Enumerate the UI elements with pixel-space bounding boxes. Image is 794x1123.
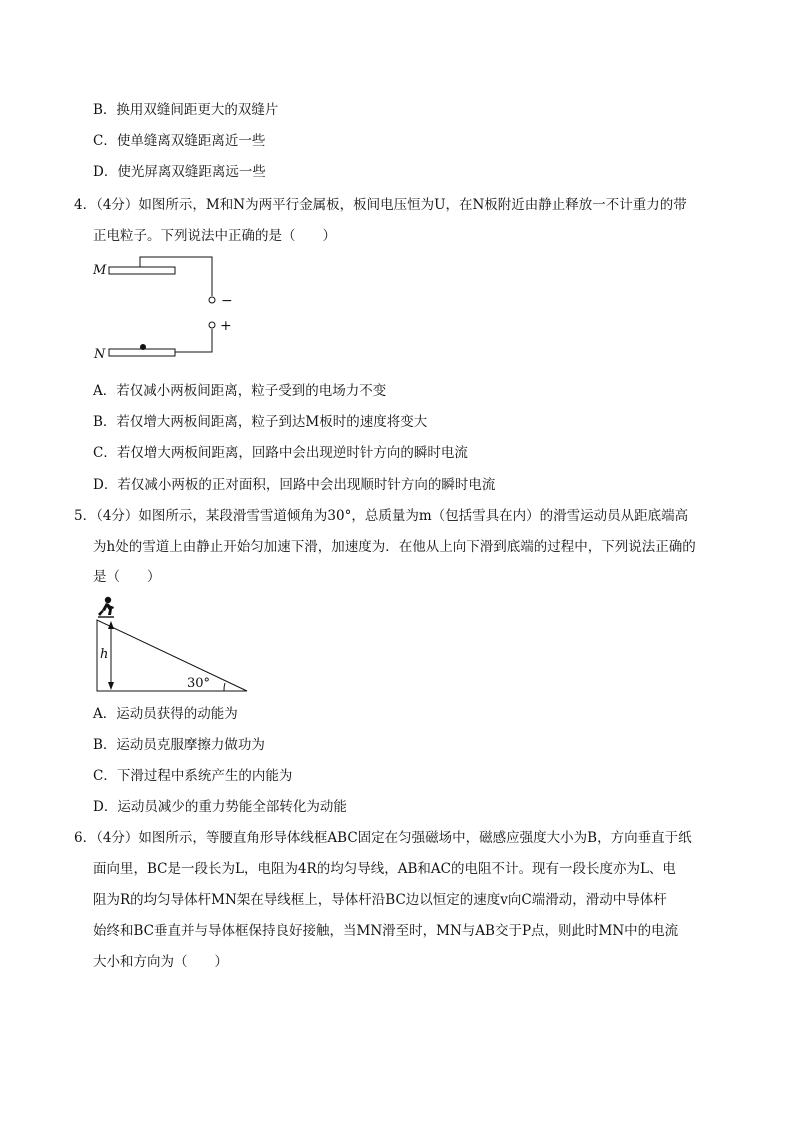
option-label: C． [93,768,117,784]
option-label: B． [93,414,117,430]
option-label: C． [93,445,117,461]
option-label: B． [93,102,117,118]
option-text: 运动员获得的动能为 [116,706,238,722]
label-n: N [94,347,106,362]
option-text: 若仅减小两板的正对面积，回路中会出现顺时针方向的瞬时电流 [117,477,496,493]
option-label: B． [93,737,117,753]
q5-option-d [93,798,347,816]
q6-stem-line-4: 始终和BC垂直并与导体框保持良好接触，当MN滑至时，MN与AB交于P点，则此时MN中的电流 [93,923,679,939]
option-text: 下滑过程中系统产生的内能为 [116,768,293,784]
plate-n [109,349,175,356]
label-h: h [100,647,109,662]
label-m: M [93,263,107,278]
option-text: 运动员减少的重力势能全部转化为动能 [117,799,347,815]
angle-arc [224,683,225,691]
option-label: D． [93,477,118,493]
option-label: C． [93,133,117,149]
q4-option-b [93,413,427,431]
q6-stem-line-1: 6．（4分）如图所示，等腰直角形导体线框ABC固定在匀强磁场中，磁感应强度大小为B，方向垂直于纸 [74,830,692,846]
option-text: 使光屏离双缝距离远一些 [117,164,266,180]
option-text: 若仅增大两板间距离，粒子到达M板时的速度将变大 [116,414,428,430]
skier-icon [98,597,114,617]
q4-option-a [93,382,386,400]
slope-triangle [97,620,247,691]
q4-capacitor-figure [90,252,250,372]
q3-option-c [93,132,265,150]
height-arrow-top [108,621,114,629]
plus-sign: + [220,318,232,334]
q5-stem-line-3: 是（ ） [93,569,161,585]
option-text: 若仅减小两板间距离，粒子受到的电场力不变 [116,383,387,399]
q6-stem-line-3: 阻为R的均匀导体杆MN架在导线框上，导体杆沿BC边以恒定的速度v向C端滑动，滑动中导体杆 [93,892,667,908]
wire-bottom [175,329,212,352]
minus-sign: − [221,293,233,309]
q4-option-d [93,476,495,494]
angle-label: 30° [187,676,211,691]
option-text: 使单缝离双缝距离近一些 [116,133,266,149]
option-label: A． [93,383,117,399]
q4-stem-line-1: 4．（4分）如图所示，M和N为两平行金属板，板间电压恒为U，在N板附近由静止释放一不计重力的带 [74,197,687,213]
height-arrow-bottom [108,682,114,690]
q3-option-b [93,101,278,119]
q5-option-a [93,705,238,723]
option-text: 若仅增大两板间距离，回路中会出现逆时针方向的瞬时电流 [116,445,468,461]
plate-m [109,267,175,274]
terminal-minus [209,297,215,303]
q5-option-c [93,767,292,785]
q5-stem-line-2: 为h处的雪道上由静止开始匀加速下滑，加速度为．在他从上向下滑到底端的过程中，下列说法正确的 [93,539,696,555]
option-text: 换用双缝间距更大的双缝片 [116,102,279,118]
option-text: 运动员克服摩擦力做功为 [116,737,265,753]
q5-stem-line-1: 5．（4分）如图所示，某段滑雪雪道倾角为30°，总质量为m（包括雪具在内）的滑雪运动员从距底端高 [74,508,689,524]
terminal-plus [209,322,215,328]
q4-option-c [93,444,468,462]
q6-stem-line-5: 大小和方向为（ ） [93,954,228,970]
q5-option-b [93,736,265,754]
q3-option-d [93,163,266,181]
option-label: D． [93,164,118,180]
q4-stem-line-2: 正电粒子。下列说法中正确的是（ ） [93,228,336,244]
wire-top [140,257,212,296]
charged-particle [140,344,146,350]
option-label: A． [93,706,117,722]
q5-slope-figure [90,596,255,696]
option-label: D． [93,799,118,815]
q6-stem-line-2: 面向里，BC是一段长为L，电阻为4R的均匀导线，AB和AC的电阻不计。现有一段长度亦为L、电 [93,861,676,877]
